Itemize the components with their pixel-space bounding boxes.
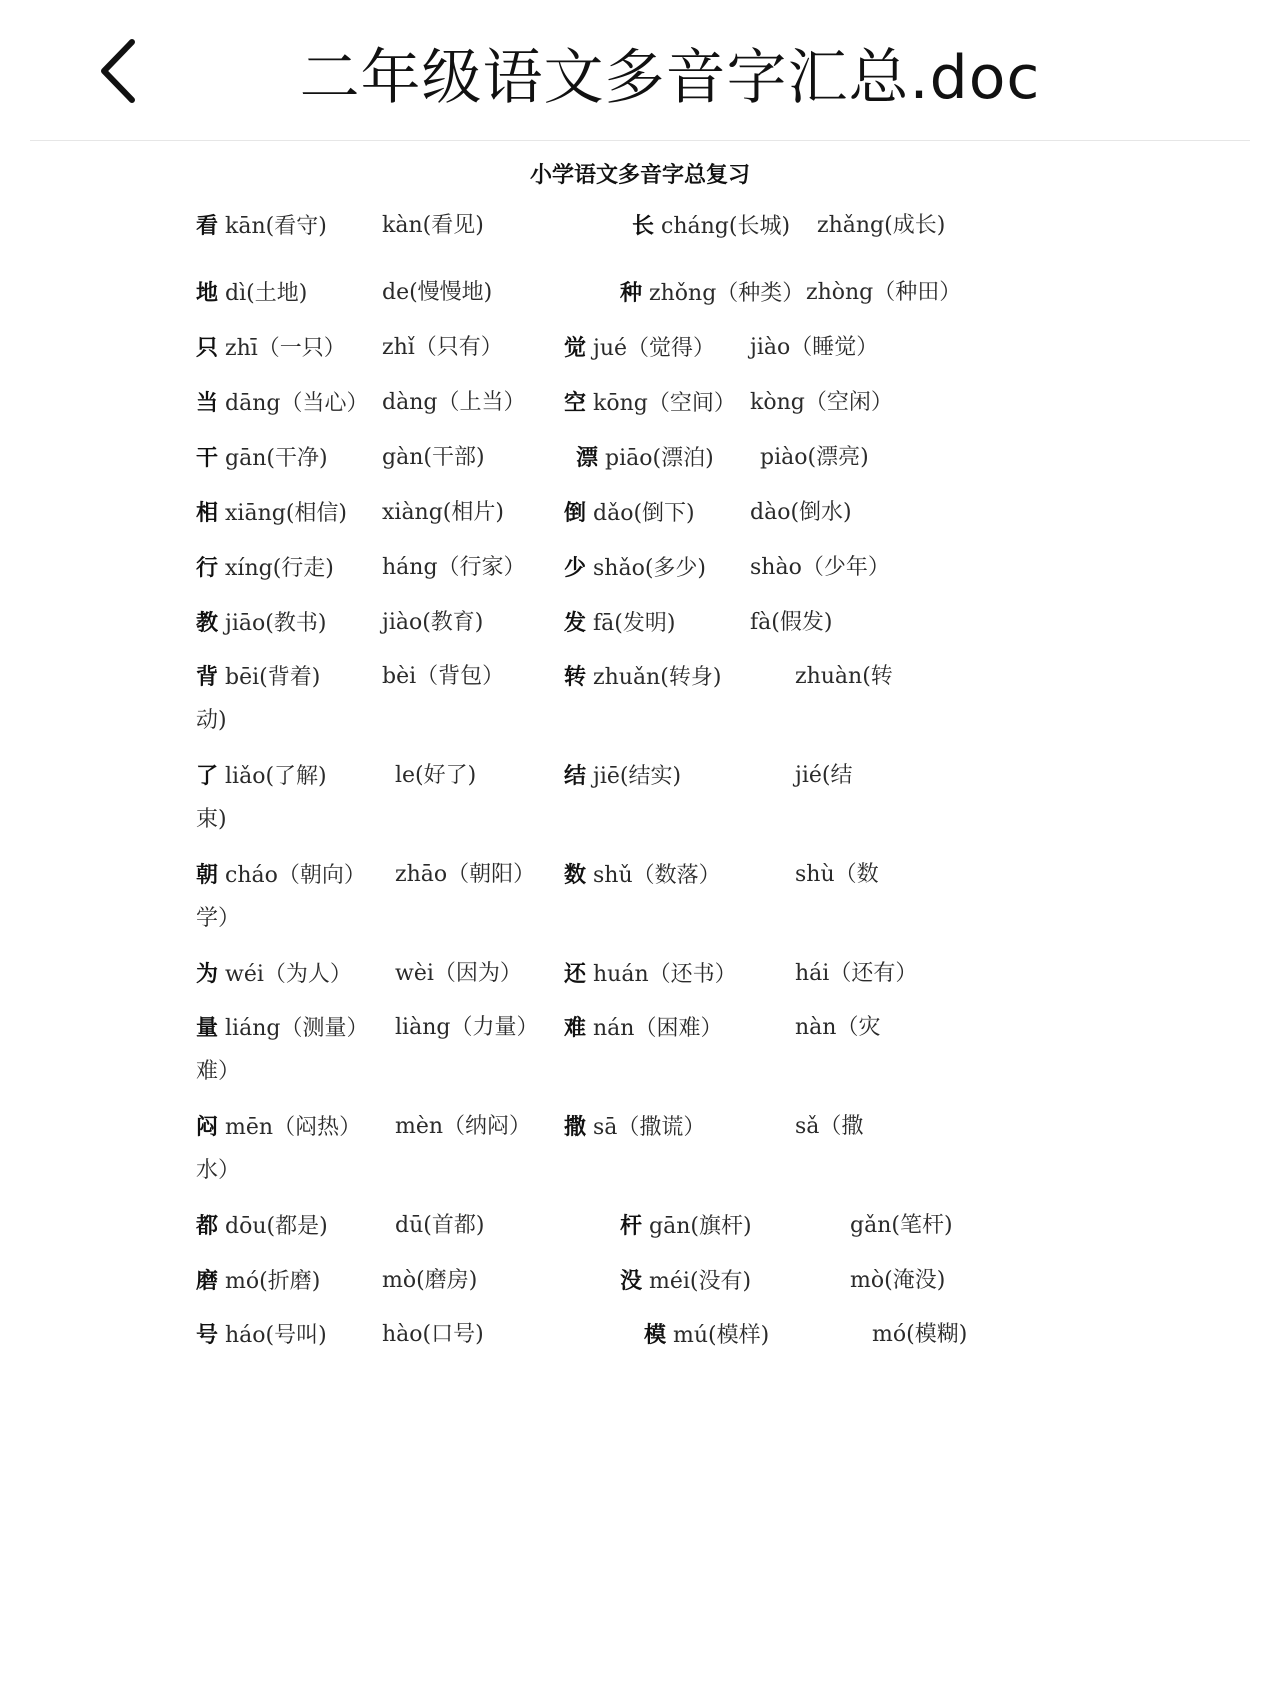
entry-character: 闷	[196, 1114, 219, 1140]
entry-reading: nán（困难）	[593, 1016, 723, 1041]
entry-cell	[196, 1017, 368, 1040]
entry-cell	[382, 215, 484, 237]
entry-reading: háng（行家）	[382, 555, 526, 580]
entry-reading: háo(号叫)	[225, 1323, 327, 1348]
entry-reading: zhuǎn(转身)	[593, 665, 722, 690]
entry-reading: kān(看守)	[225, 214, 327, 239]
entry-cell	[395, 1017, 538, 1039]
entry-reading: liǎo(了解)	[225, 764, 327, 789]
entry-cell	[750, 392, 893, 414]
entry-reading: zhuàn(转	[795, 664, 893, 689]
entry-cell	[620, 1215, 752, 1238]
entry-cell	[795, 864, 879, 886]
entry-reading: le(好了)	[395, 763, 477, 788]
entry-reading: mò(淹没)	[850, 1268, 946, 1293]
document-title: 二年级语文多音字汇总.doc	[299, 43, 1041, 113]
entry-reading: jiāo(教书)	[225, 611, 327, 636]
entry-reading: dàng（上当）	[382, 390, 526, 415]
entry-reading: fā(发明)	[593, 611, 676, 636]
entry-character: 还	[564, 961, 587, 987]
entry-cell	[196, 215, 327, 238]
entry-cell	[395, 864, 535, 886]
entry-reading: gān(旗杆)	[649, 1214, 752, 1239]
entry-reading: dāng（当心）	[225, 391, 369, 416]
entry-cell	[382, 337, 503, 359]
entry-cell	[196, 1160, 240, 1182]
entry-character: 转	[564, 664, 587, 690]
entry-reading: 束)	[196, 807, 227, 832]
entry-reading: fà(假发)	[750, 610, 833, 635]
entry-reading: 学）	[196, 906, 241, 931]
entry-character: 干	[196, 445, 219, 471]
entry-character: 少	[564, 555, 587, 581]
entry-character: 当	[196, 390, 219, 416]
entry-cell	[750, 557, 890, 579]
entry-reading: mò(磨房)	[382, 1268, 478, 1293]
entry-reading: cháng(长城)	[661, 214, 791, 239]
entry-character: 背	[196, 664, 219, 690]
entry-reading: liáng（测量）	[225, 1016, 369, 1041]
entry-character: 朝	[196, 862, 219, 888]
entry-cell	[795, 765, 852, 787]
entry-cell	[196, 282, 307, 305]
entry-reading: shǔ（数落）	[593, 863, 721, 888]
entry-cell	[196, 1270, 320, 1293]
entry-reading: mó(模糊)	[872, 1322, 968, 1347]
entry-reading: shù（数	[795, 862, 879, 887]
entry-reading: jiào（睡觉）	[750, 335, 879, 360]
entry-cell	[382, 502, 504, 524]
entry-cell	[196, 337, 346, 360]
entry-reading: bēi(背着)	[225, 665, 321, 690]
entry-character: 杆	[620, 1213, 643, 1239]
entry-reading: sǎ（撒	[795, 1114, 864, 1139]
entry-cell	[395, 765, 476, 787]
entry-character: 难	[564, 1015, 587, 1041]
entry-character: 空	[564, 390, 587, 416]
entry-character: 结	[564, 763, 587, 789]
entry-cell	[382, 1270, 477, 1292]
entry-reading: shào（少年）	[750, 555, 890, 580]
entry-cell	[395, 963, 522, 985]
entry-reading: dì(土地)	[225, 281, 308, 306]
entry-reading: shǎo(多少)	[593, 556, 707, 581]
entry-reading: zhòng（种田）	[806, 280, 962, 305]
entry-cell	[750, 502, 852, 524]
entry-cell	[564, 765, 681, 788]
entry-cell	[196, 963, 352, 986]
entry-character: 没	[620, 1268, 643, 1294]
entry-cell	[795, 963, 917, 985]
entry-reading: gǎn(笔杆)	[850, 1213, 953, 1238]
entry-cell	[196, 612, 326, 635]
entry-cell	[564, 963, 737, 986]
entry-cell	[382, 282, 492, 304]
entry-character: 了	[196, 763, 219, 789]
entry-cell	[196, 557, 334, 580]
entry-reading: zhǎng(成长)	[817, 213, 946, 238]
entry-reading: zhāo（朝阳）	[395, 862, 536, 887]
entry-cell	[395, 1215, 484, 1237]
entry-cell	[564, 612, 675, 635]
entry-reading: kàn(看见)	[382, 213, 484, 238]
entry-cell	[564, 502, 695, 525]
entry-reading: dào(倒水)	[750, 500, 852, 525]
entry-reading: xiāng(相信)	[225, 501, 347, 526]
entry-reading: dōu(都是)	[225, 1214, 328, 1239]
entry-cell	[382, 447, 485, 469]
entry-reading: hào(口号)	[382, 1322, 484, 1347]
entry-character: 撒	[564, 1114, 587, 1140]
entry-cell	[564, 557, 706, 580]
entry-reading: sā（撒谎）	[593, 1115, 706, 1140]
entry-reading: 水）	[196, 1158, 241, 1183]
entry-character: 数	[564, 862, 587, 888]
entry-cell	[576, 447, 714, 470]
entry-reading: liàng（力量）	[395, 1015, 539, 1040]
entry-reading: piāo(漂泊)	[605, 446, 714, 471]
entry-character: 行	[196, 555, 219, 581]
entry-reading: mēn（闷热）	[225, 1115, 362, 1140]
entry-reading: nàn（灾	[795, 1015, 881, 1040]
entry-reading: gàn(干部)	[382, 445, 485, 470]
entry-reading: kōng（空间）	[593, 391, 736, 416]
entry-cell	[196, 1324, 327, 1347]
entry-cell	[564, 337, 715, 360]
entry-reading: jiào(教育)	[382, 610, 484, 635]
entry-reading: dǎo(倒下)	[593, 501, 695, 526]
entry-reading: mú(模样)	[673, 1323, 770, 1348]
entry-reading: gān(干净)	[225, 446, 328, 471]
entry-reading: piào(漂亮)	[760, 445, 869, 470]
entry-character: 相	[196, 500, 219, 526]
entry-cell	[196, 864, 366, 887]
entry-reading: bèi（背包）	[382, 664, 505, 689]
entry-character: 倒	[564, 500, 587, 526]
entry-character: 号	[196, 1322, 219, 1348]
entry-cell	[620, 1270, 751, 1293]
entry-cell	[196, 1116, 361, 1139]
entry-cell	[872, 1324, 967, 1346]
entry-cell	[196, 502, 347, 525]
entry-reading: de(慢慢地)	[382, 280, 493, 305]
entry-reading: 动)	[196, 708, 227, 733]
entry-cell	[750, 612, 832, 634]
entry-cell	[382, 1324, 484, 1346]
entry-character: 只	[196, 335, 219, 361]
entry-cell	[750, 337, 878, 359]
entry-cell	[382, 392, 525, 414]
entry-reading: dū(首都)	[395, 1213, 485, 1238]
entry-reading: zhǒng（种类）	[649, 281, 805, 306]
entry-cell	[795, 1116, 863, 1138]
entry-cell	[196, 1061, 240, 1083]
entry-cell	[196, 392, 368, 415]
entry-cell	[632, 215, 790, 238]
entry-reading: 难）	[196, 1059, 241, 1084]
entry-character: 长	[632, 213, 655, 239]
entry-reading: xíng(行走)	[225, 556, 334, 581]
entry-reading: mó(折磨)	[225, 1269, 321, 1294]
entry-character: 为	[196, 961, 219, 987]
entry-character: 模	[644, 1322, 667, 1348]
entry-cell	[382, 557, 526, 579]
entry-reading: kòng（空闲）	[750, 390, 893, 415]
entry-reading: wèi（因为）	[395, 961, 522, 986]
entry-character: 种	[620, 280, 643, 306]
entry-cell	[382, 666, 504, 688]
entry-cell	[196, 666, 320, 689]
entry-cell	[382, 612, 483, 634]
sheet-title: 小学语文多音字总复习	[529, 163, 750, 188]
entry-cell	[795, 1017, 880, 1039]
entry-reading: jiē(结实)	[593, 764, 682, 789]
entry-character: 觉	[564, 335, 587, 361]
entry-character: 量	[196, 1015, 219, 1041]
entry-cell	[196, 1215, 328, 1238]
entry-cell	[564, 392, 736, 415]
entry-reading: wéi（为人）	[225, 962, 352, 987]
entry-character: 发	[564, 610, 587, 636]
entry-cell	[564, 1017, 722, 1040]
entry-cell	[196, 908, 240, 930]
entry-reading: cháo（朝向）	[225, 863, 366, 888]
entry-reading: zhǐ（只有）	[382, 335, 503, 360]
entry-cell	[564, 864, 721, 887]
entry-reading: méi(没有)	[649, 1269, 752, 1294]
entry-character: 教	[196, 610, 219, 636]
entry-reading: mèn（纳闷）	[395, 1114, 532, 1139]
entry-character: 地	[196, 280, 219, 306]
entry-cell	[196, 710, 227, 732]
entry-cell	[395, 1116, 531, 1138]
entry-reading: hái（还有）	[795, 961, 918, 986]
entry-cell	[806, 282, 961, 304]
entry-reading: huán（还书）	[593, 962, 737, 987]
entry-cell	[644, 1324, 769, 1347]
entry-cell	[760, 447, 869, 469]
entry-character: 磨	[196, 1268, 219, 1294]
entry-character: 都	[196, 1213, 219, 1239]
entry-cell	[196, 809, 227, 831]
entry-cell	[795, 666, 893, 688]
entry-character: 看	[196, 213, 219, 239]
entry-reading: jué（觉得）	[593, 336, 716, 361]
entry-cell	[850, 1215, 953, 1237]
entry-cell	[196, 447, 328, 470]
entry-cell	[564, 666, 721, 689]
entry-character: 漂	[576, 445, 599, 471]
entry-cell	[196, 765, 327, 788]
entry-cell	[850, 1270, 945, 1292]
entry-cell	[564, 1116, 705, 1139]
entry-cell	[620, 282, 804, 305]
entry-cell	[817, 215, 945, 237]
entry-reading: zhī（一只）	[225, 336, 346, 361]
entry-reading: jié(结	[795, 763, 853, 788]
entry-reading: xiàng(相片)	[382, 500, 504, 525]
